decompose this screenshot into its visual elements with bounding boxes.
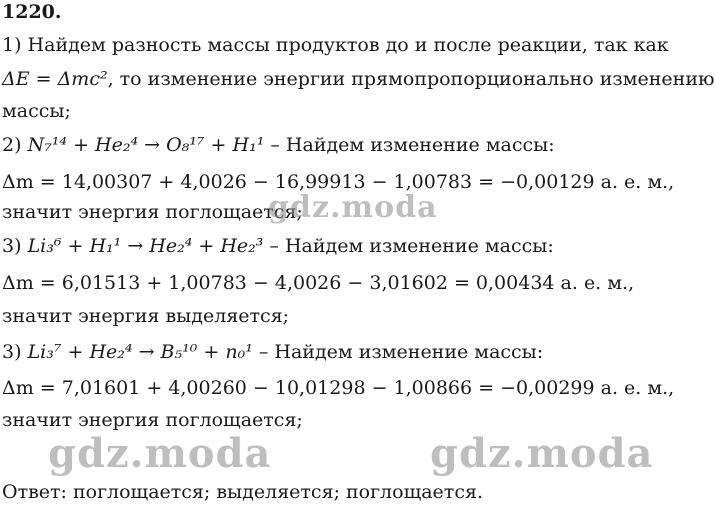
reaction-2-calc: Δm = 14,00307 + 4,0026 − 16,99913 − 1,00783 = −0,00129 а. е. м., xyxy=(2,171,675,193)
step1-line2-text: , то изменение энергии прямопропорционально изменению xyxy=(107,68,715,90)
answer-line: Ответ: поглощается; выделяется; поглощается. xyxy=(2,481,483,503)
watermark: gdz.moda xyxy=(430,430,654,477)
reaction-4-equation: Li₃⁷ + He₂⁴ → B₅¹⁰ + n₀¹ xyxy=(27,341,253,363)
watermark: gdz.moda xyxy=(48,430,272,477)
step1-line2 xyxy=(2,67,715,91)
reaction-4-line xyxy=(2,340,543,364)
reaction-3-text: – Найдем изменение массы: xyxy=(263,235,554,257)
reaction-3-label: 3) xyxy=(2,235,22,257)
reaction-4-text: – Найдем изменение массы: xyxy=(252,341,544,363)
reaction-4-result: значит энергия поглощается; xyxy=(2,409,303,431)
reaction-3-line xyxy=(2,234,554,258)
watermark: gdz.moda xyxy=(268,190,438,225)
reaction-2-equation: N₇¹⁴ + He₂⁴ → O₈¹⁷ + H₁¹ xyxy=(27,134,265,156)
reaction-4-calc: Δm = 7,01601 + 4,00260 − 10,01298 − 1,00866 = −0,00299 а. е. м., xyxy=(2,377,675,399)
step1-line3: массы; xyxy=(2,100,71,122)
reaction-3-calc: Δm = 6,01513 + 1,00783 − 4,0026 − 3,01602 = 0,00434 а. е. м., xyxy=(2,272,635,294)
page-title: 1220. xyxy=(2,1,62,23)
reaction-3-equation: Li₃⁶ + H₁¹ → He₂⁴ + He₂³ xyxy=(27,235,264,257)
reaction-2-text: – Найдем изменение массы: xyxy=(264,134,555,156)
reaction-3-result: значит энергия выделяется; xyxy=(2,305,290,327)
reaction-2-label: 2) xyxy=(2,134,22,156)
reaction-4-label: 3) xyxy=(2,341,22,363)
step1-line1: 1) Найдем разность массы продуктов до и после реакции, так как xyxy=(2,34,669,56)
energy-formula: ΔE = Δmc² xyxy=(2,68,108,90)
reaction-2-result: значит энергия поглощается; xyxy=(2,201,303,223)
reaction-2-line xyxy=(2,133,555,157)
